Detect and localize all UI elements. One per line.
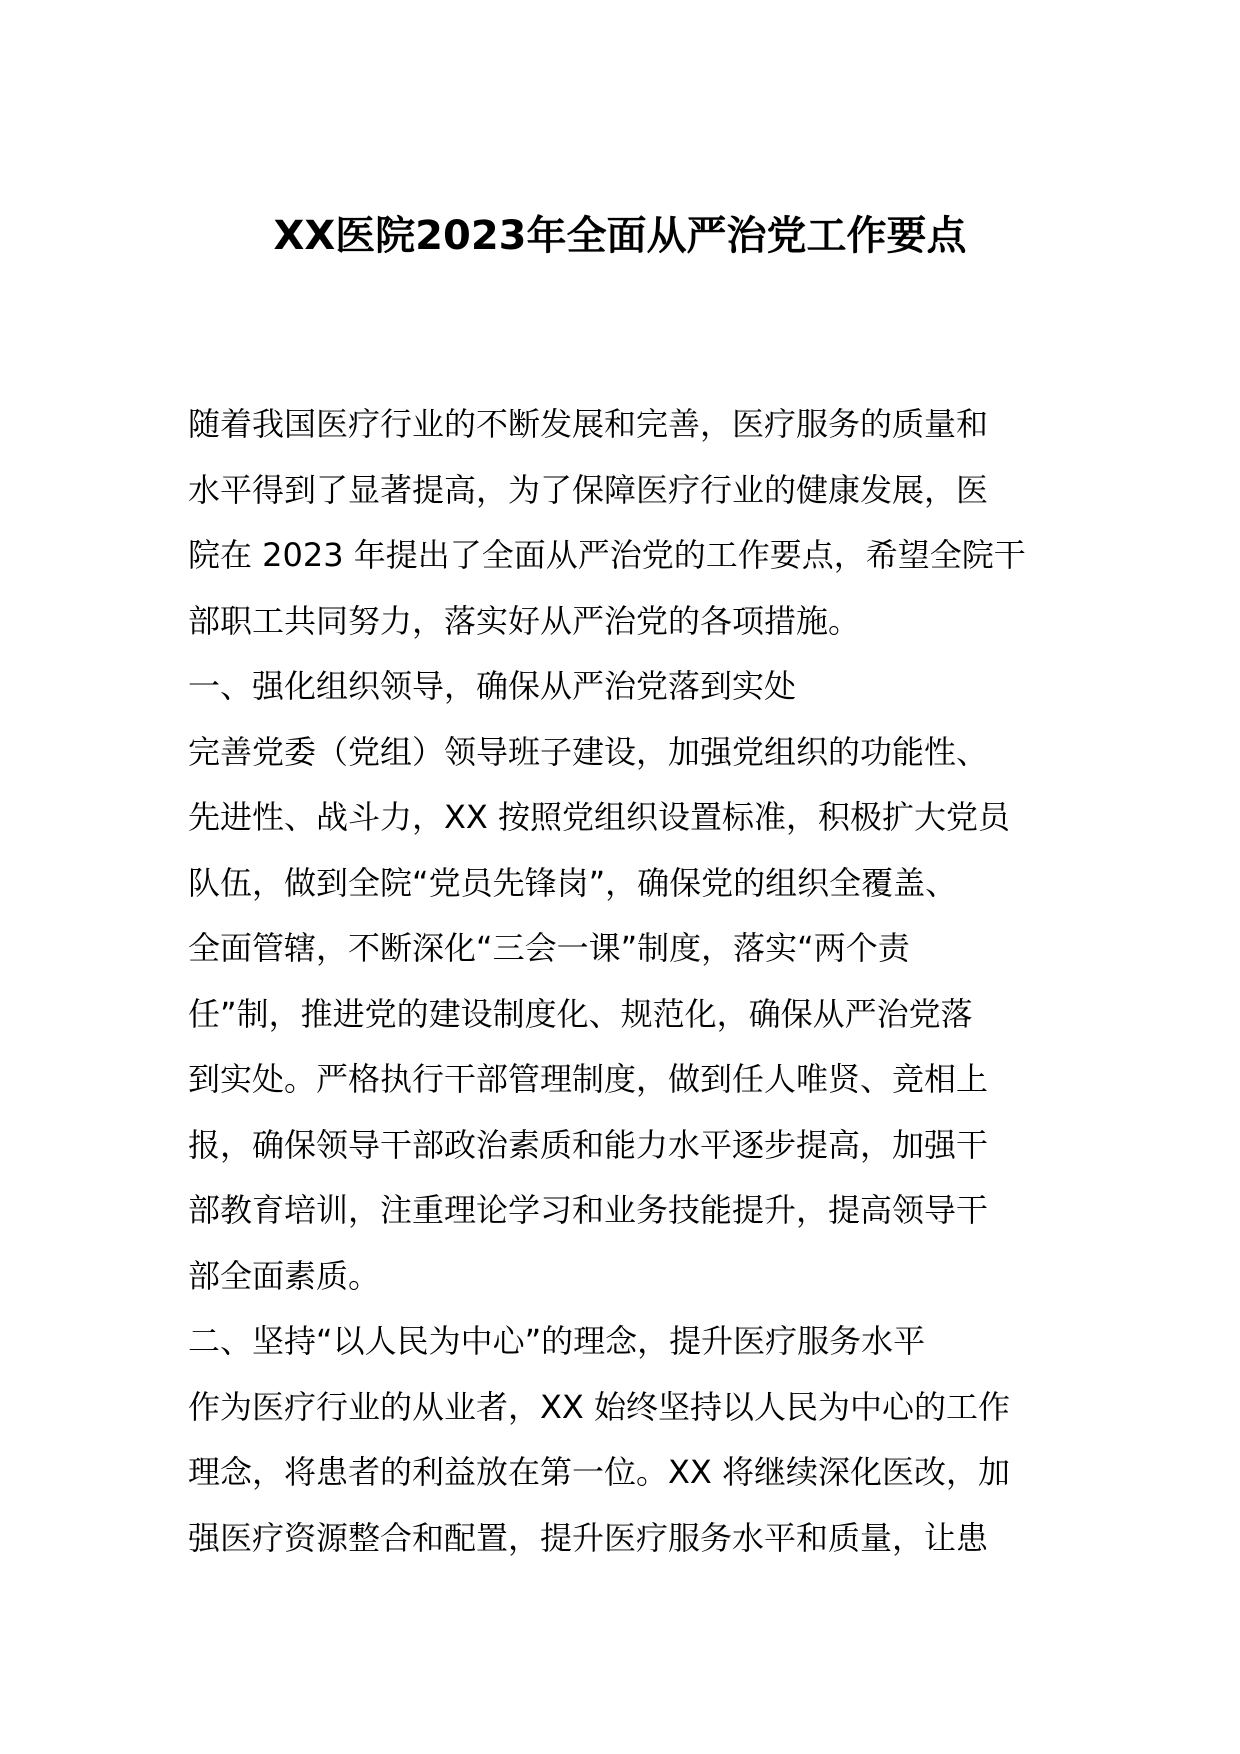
text-line: 部职工共同努力，落实好从严治党的各项措施。 <box>188 601 861 640</box>
text-line: 任”制，推进党的建设制度化、规范化，确保从严治党落 <box>188 994 973 1033</box>
text-line: 作为医疗行业的从业者，XX 始终坚持以人民为中心的工作 <box>188 1387 1011 1426</box>
text-line: 报，确保领导干部政治素质和能力水平逐步提高，加强干 <box>188 1125 989 1164</box>
text-line: 完善党委（党组）领导班子建设，加强党组织的功能性、 <box>188 732 989 771</box>
section-heading-1: 一、强化组织领导，确保从严治党落到实处 <box>188 667 797 705</box>
text-line: 随着我国医疗行业的不断发展和完善，医疗服务的质量和 <box>188 405 989 443</box>
section-heading-2: 二、坚持“以人民为中心”的理念，提升医疗服务水平 <box>188 1322 926 1360</box>
text-line: 水平得到了显著提高，为了保障医疗行业的健康发展，医 <box>188 470 989 509</box>
document-title: XX医院2023年全面从严治党工作要点 <box>273 213 967 259</box>
text-line: 院在 2023 年提出了全面从严治党的工作要点，希望全院干 <box>188 536 1026 574</box>
text-line: 部教育培训，注重理论学习和业务技能提升，提高领导干 <box>188 1191 989 1229</box>
text-line: 部全面素质。 <box>188 1256 381 1295</box>
text-line: 队伍，做到全院“党员先锋岗”，确保党的组织全覆盖、 <box>188 863 958 902</box>
text-line: 全面管辖，不断深化“三会一课”制度，落实“两个责 <box>188 929 910 967</box>
text-line: 先进性、战斗力，XX 按照党组织设置标准，积极扩大党员 <box>188 798 1011 836</box>
text-line: 强医疗资源整合和配置，提升医疗服务水平和质量，让患 <box>188 1518 989 1557</box>
document-body <box>188 392 1068 1571</box>
text-line: 到实处。严格执行干部管理制度，做到任人唯贤、竞相上 <box>188 1060 989 1098</box>
text-line: 理念，将患者的利益放在第一位。XX 将继续深化医改，加 <box>188 1453 1011 1491</box>
